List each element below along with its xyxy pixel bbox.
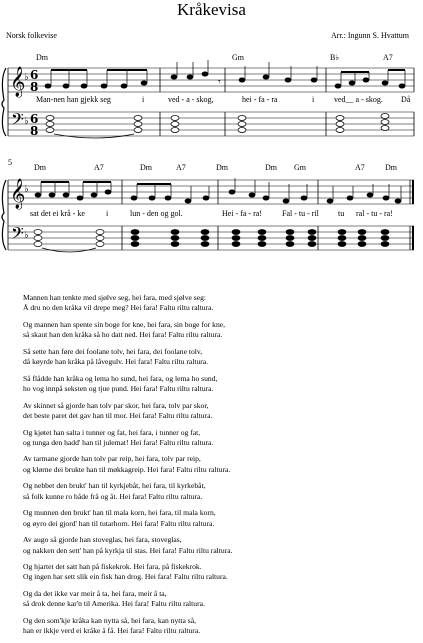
lyric-syllable: Man-nen han gjekk seg <box>36 95 111 104</box>
lyric-syllable: i <box>142 95 145 104</box>
lyric-syllable: Hei - fa - ra! <box>222 209 262 218</box>
lyric-syllable: hei - fa - ra <box>242 95 278 104</box>
verse-13: Og da det ikke var meir å ta, hei fara, meir å ta, så drok denne kar'n til Amerika. Hei fara! Faltu riltu raltura. <box>23 588 205 609</box>
verses-block <box>23 293 413 643</box>
lyric-syllable: tu <box>338 209 345 218</box>
treble-clef-icon: 𝄞 <box>10 67 26 97</box>
svg-text:6: 6 <box>30 68 39 82</box>
verse-14: Og den som'kje kråka kan nytta så, hei fara, kan nytta så, han er ikkje verd ei kråke å få. Hei fara! Faltu riltu raltura. <box>23 615 201 636</box>
svg-text:♭: ♭ <box>24 72 29 83</box>
chord-symbol: Dm <box>385 163 397 172</box>
lyric-syllable: i <box>312 95 315 104</box>
lyric-syllable: lun - den og gol. <box>130 209 183 218</box>
verse-3: Og mannen han spente sin boge for kne, hei fara, sin boge for kne, så skaut han den kråka så ho datt ned. Hei fara! Faltu riltu raltura. <box>23 319 226 340</box>
svg-text:♭: ♭ <box>24 230 29 241</box>
verse-10: Og munnen den brukt' han til mala korn, hei fara, til mala korn, og øyro dei gjord' han til tutarhorn. Hei fara! Faltu riltu raltura. <box>23 508 216 528</box>
verse-6: Av skinnet så gjorde han tolv par skor, hei fara, tolv par skor, det beste paret det gav han til mor. Hei fara! Faltu riltu raltura. <box>23 400 213 421</box>
chord-symbol: Dm <box>216 163 228 172</box>
lyric-syllable: i <box>106 209 109 218</box>
chord-symbol: B♭ <box>330 53 340 62</box>
chord-symbol: Gm <box>232 53 244 62</box>
chord-symbol: A7 <box>355 163 365 172</box>
verse-9: Og nebbet den brukt' han til kyrkjebåt, hei fara, til kyrkebåt, så folk kunne ro både frå og åt. Hei fara! Faltu riltu raltura. <box>23 481 206 501</box>
svg-text:8: 8 <box>30 80 39 94</box>
chord-symbol: Dm <box>265 163 277 172</box>
svg-text:𝄾: 𝄾 <box>218 77 221 88</box>
song-origin: Norsk folkevise <box>6 31 57 40</box>
chord-symbol: A7 <box>94 163 104 172</box>
verse-8: Av tarmane gjorde han tolv par reip, hei fara, tolv par reip, og klørne dei brukte han til møkkagreip. Hei fara! Faltu riltu raltura. <box>23 454 231 474</box>
svg-text:8: 8 <box>30 124 39 138</box>
svg-text:𝄞: 𝄞 <box>10 179 26 209</box>
sheet-music <box>0 0 423 290</box>
measure-number: 5 <box>8 158 12 167</box>
lyric-syllable: ved__ a - skog. <box>334 95 383 104</box>
chord-symbol: Gm <box>294 163 306 172</box>
verse-11: Av augo så gjorde han stoveglas, hei fara, stoveglas, og nakken den sett' han på kyrkja til stas. Hei fara! Faltu riltu raltura. <box>23 535 233 555</box>
svg-text:♭: ♭ <box>24 116 29 127</box>
svg-text:♭: ♭ <box>24 184 29 195</box>
song-title: Kråkevisa <box>177 0 246 19</box>
verse-7: Og kjøtet han salta i tunner og fat, hei fara, i tunner og fat, og tunga den hadd' han til julemat! Hei fara! Faltu riltu raltura. <box>23 427 214 447</box>
chord-symbol: A7 <box>383 53 393 62</box>
bass-clef-icon: 𝄢 <box>11 109 24 133</box>
chord-symbol: Dm <box>34 163 46 172</box>
lyric-syllable: ral - tu - ra! <box>356 209 393 218</box>
svg-text:6: 6 <box>30 112 39 126</box>
chord-symbol: A7 <box>176 163 186 172</box>
lyric-syllable: ved - a - skog, <box>168 95 214 104</box>
lyric-syllable: Fal - tu - ril <box>282 209 319 218</box>
arranger-credit: Arr.: Ingunn S. Hvattum <box>331 31 409 40</box>
verse-4: Så sette han føre dei foolane tolv, hei fara, dei foolane tolv, då køyrde han kråka på låvegulv. Hei fara! Faltu riltu raltura. <box>23 346 209 367</box>
chord-symbol: Dm <box>36 53 48 62</box>
svg-text:𝄢: 𝄢 <box>11 223 24 247</box>
verse-2: Mannen han tenkte med sjølve seg, hei fara, med sjølve seg: Å dru no den kråka vil drepe meg? Hei fara! Faltu riltu raltura. <box>23 293 214 313</box>
chord-symbol: Dm <box>140 163 152 172</box>
lyric-syllable: sat det ei krå - ke <box>30 209 85 218</box>
verse-5: Så flådde han kråka og lema ho sund, hei fara, og lema ho sund, ho vog innpå seksten og tjue pund. Hei fara! Faltu riltu raltura. <box>23 373 218 394</box>
verse-12: Og hjartet det satt han på fiskekrok. Hei fara, på fiskekrok. Og ingen har sett slik ein fisk han drog. Hei fara! Faltu riltu raltura. <box>23 562 228 582</box>
lyric-syllable: Då <box>401 95 411 104</box>
